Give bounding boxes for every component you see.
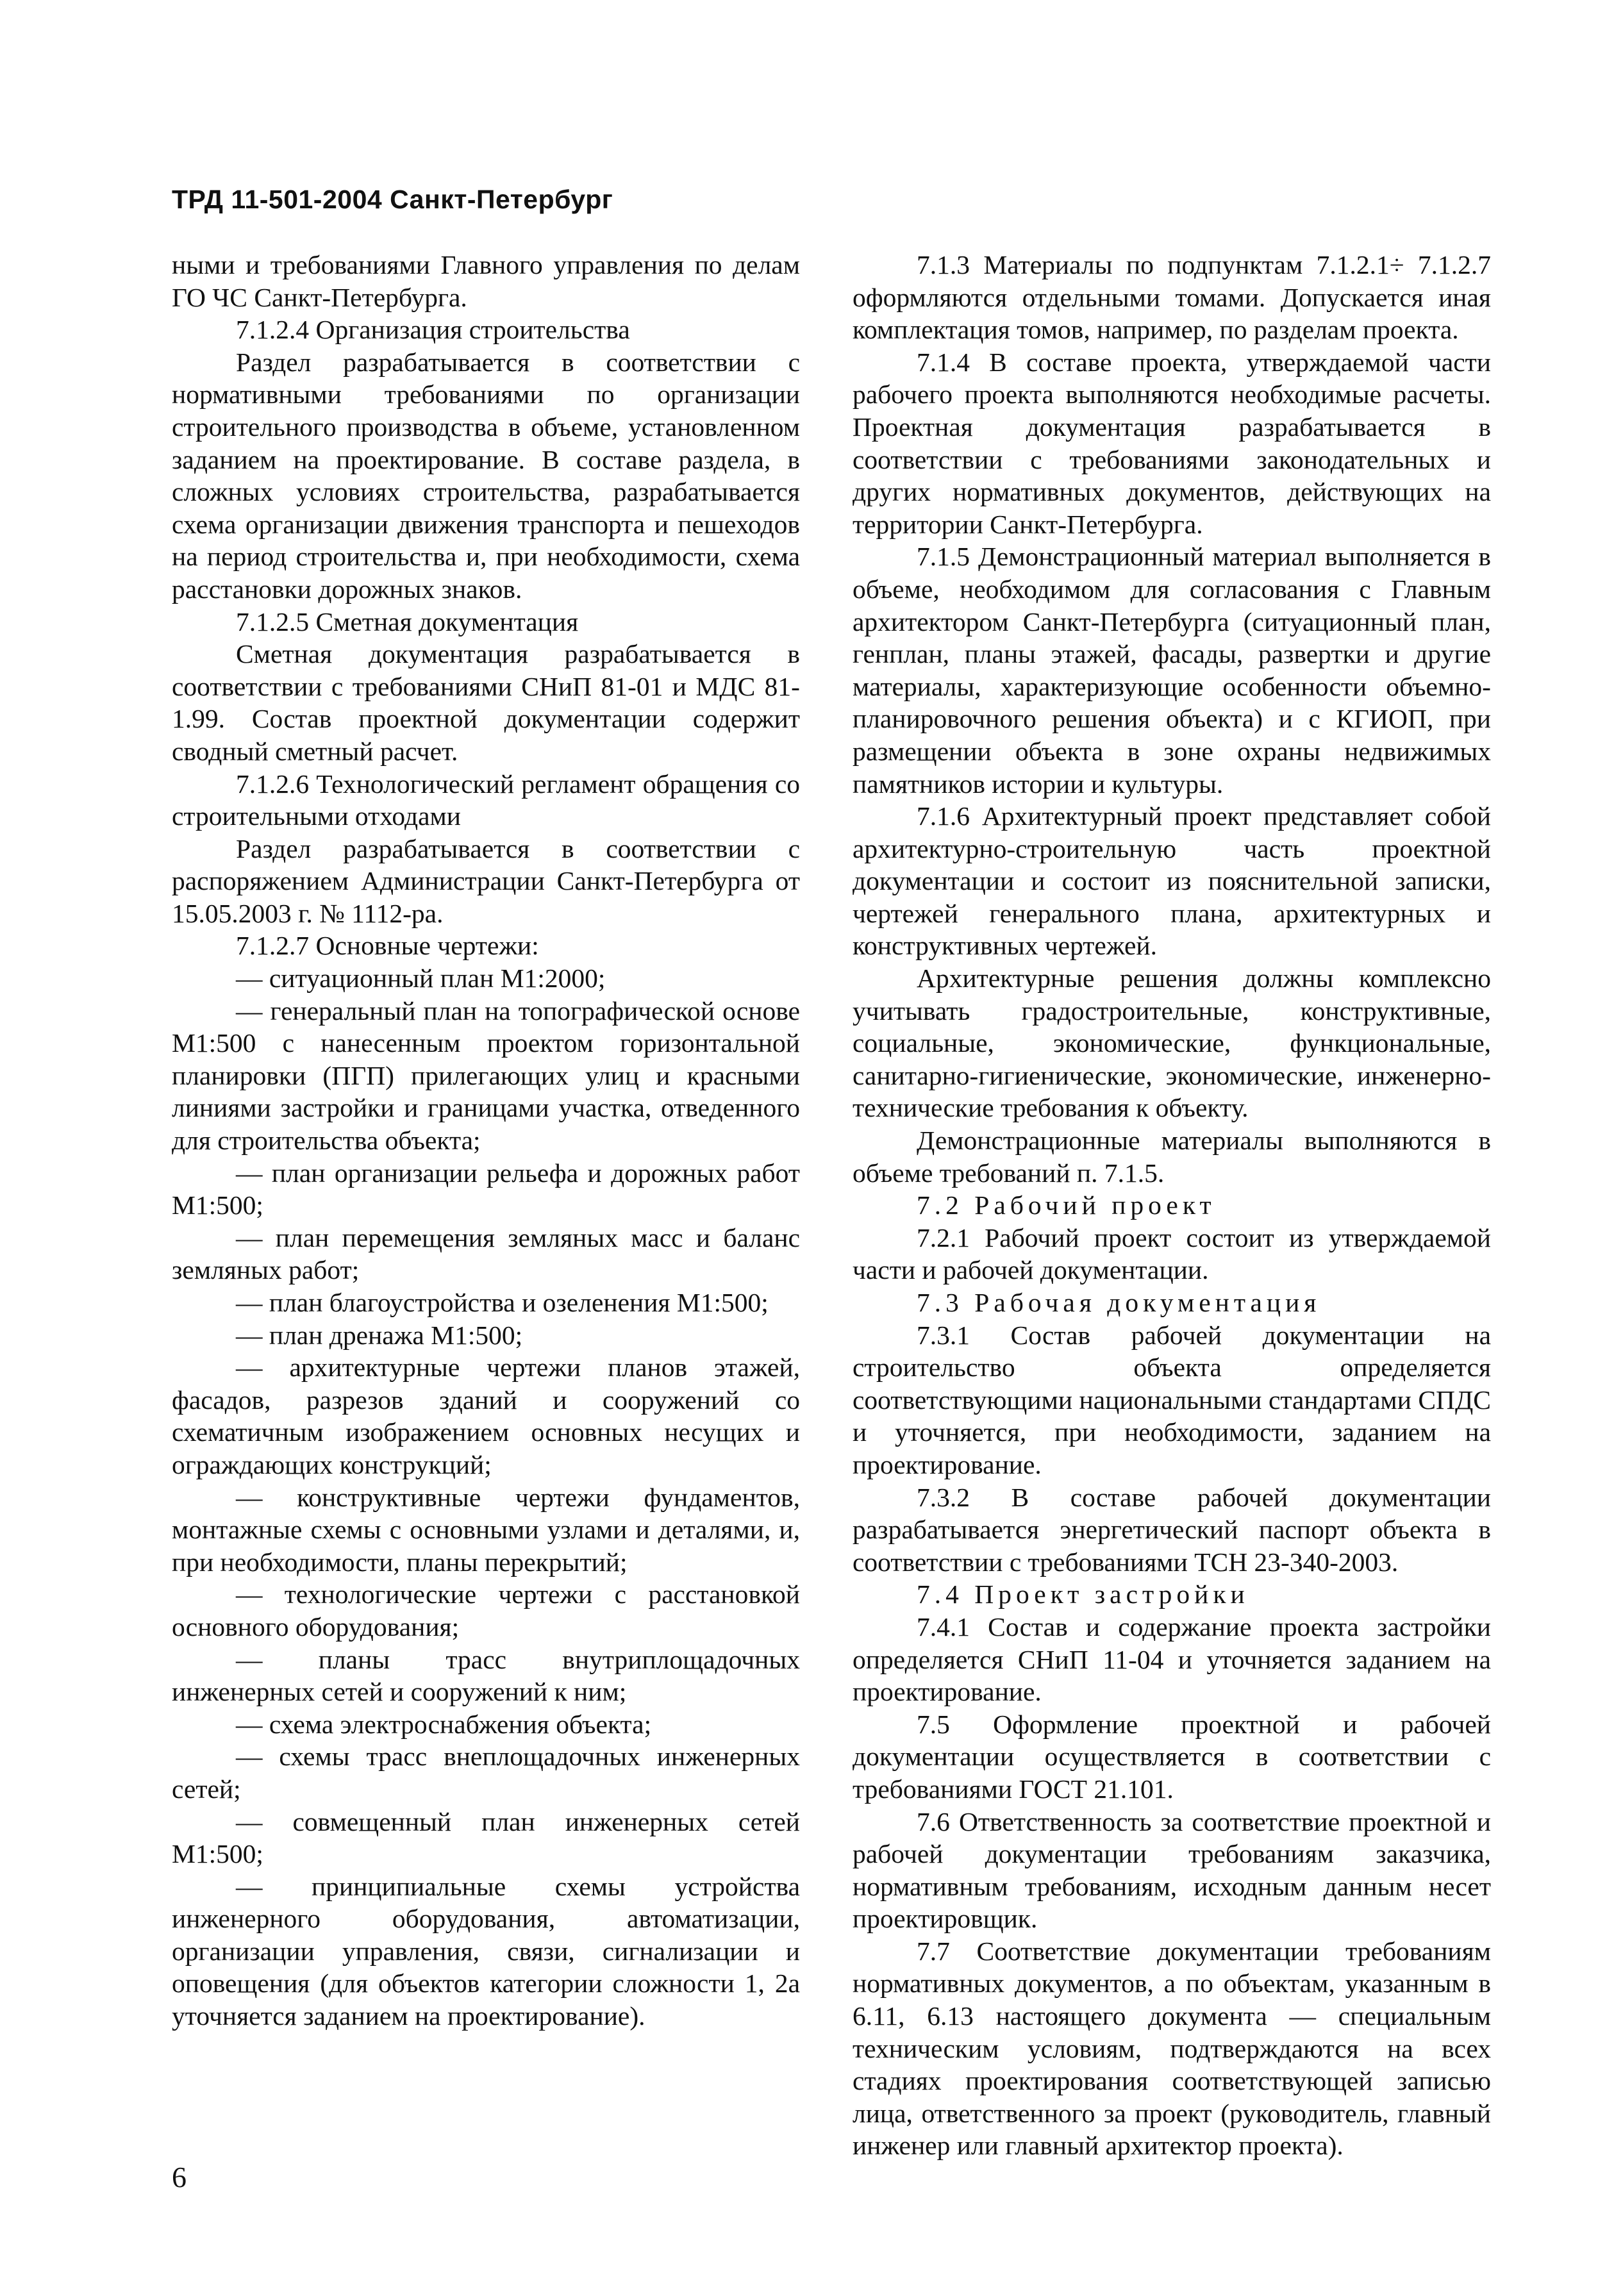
list-item: — план организации рельефа и дорожных работ М1:500; [172,1158,800,1220]
paragraph: 7.1.4 В составе проекта, утверждаемой части рабочего проекта выполняются необходимые расчеты. Проектная документация разрабатывается в соответствии с требованиями законодательных и других нормативных документов, действующих на территории Санкт-Петербурга. [853,347,1491,539]
paragraph: ными и требованиями Главного управления по делам ГО ЧС Санкт-Петербурга. [172,250,800,312]
list-item: — генеральный план на топографической основе М1:500 с нанесенным проектом горизонтальной планировки (ПГП) прилегающих улиц и красными линиями застройки и границами участка, отведенного для строительства объекта; [172,995,800,1156]
paragraph: Архитектурные решения должны комплексно учитывать градостроительные, конструктивные, социальные, экономические, функциональные, санитарно-гигиенические, экономические, инженерно-технические требования к объекту. [853,963,1491,1123]
document-header: ТРД 11-501-2004 Санкт-Петербург [172,185,613,214]
list-item: — план благоустройства и озеленения М1:500; [236,1288,769,1317]
paragraph: 7.1.3 Материалы по подпунктам 7.1.2.1÷ 7.1.2.7 оформляются отдельными томами. Допускается иная комплектация томов, например, по разделам проекта. [853,250,1491,345]
paragraph: Сметная документация разрабатывается в соответствии с требованиями СНиП 81-01 и МДС 81-1.99. Состав проектной документации содержит сводный сметный расчет. [172,639,800,766]
paragraph: 7.5 Оформление проектной и рабочей документации осуществляется в соответствии с требованиями ГОСТ 21.101. [853,1709,1491,1804]
list-item: — совмещенный план инженерных сетей М1:500; [172,1806,800,1869]
list-item: — план дренажа М1:500; [236,1320,523,1350]
right-column [853,249,1491,2162]
paragraph: 7.3.2 В составе рабочей документации разрабатывается энергетический паспорт объекта в соответствии с требованиями ТСН 23-340-2003. [853,1482,1491,1577]
list-item: — схема электроснабжения объекта; [236,1709,652,1739]
list-item: — конструктивные чертежи фундаментов, монтажные схемы с основными узлами и деталями, и, при необходимости, планы перекрытий; [172,1482,800,1577]
list-item: — технологические чертежи с расстановкой основного оборудования; [172,1579,800,1642]
paragraph: 7.7 Соответствие документации требованиям нормативных документов, а по объектам, указанным в 6.11, 6.13 настоящего документа — специальным техническим условиям, подтверждаются на всех стадиях проектирования соответствующей записью лица, ответственного за проект (руководитель, главный инженер или главный архитектор проекта). [853,1936,1491,2161]
list-item: — ситуационный план М1:2000; [236,963,606,994]
list-item: — архитектурные чертежи планов этажей, фасадов, разрезов зданий и сооружений со схематичным изображением основных несущих и ограждающих конструкций; [172,1352,800,1479]
list-item: — планы трасс внутриплощадочных инженерных сетей и сооружений к ним; [172,1644,800,1707]
section-heading: 7.1.2.4 Организация строительства [236,315,630,345]
paragraph: 7.1.6 Архитектурный проект представляет собой архитектурно-строительную часть проектной документации и состоит из пояснительной записки, чертежей генерального плана, архитектурных и конструктивных чертежей. [853,801,1491,961]
paragraph: Раздел разрабатывается в соответствии с распоряжением Администрации Санкт-Петербурга от 15.05.2003 г. № 1112-ра. [172,833,800,928]
section-heading: 7.2 Рабочий проект [917,1190,1216,1220]
section-heading: 7.3 Рабочая документация [917,1288,1321,1317]
section-heading: 7.1.2.5 Сметная документация [236,606,579,636]
section-heading: 7.4 Проект застройки [917,1579,1249,1610]
left-column [172,249,800,2033]
paragraph: 7.1.5 Демонстрационный материал выполняется в объеме, необходимом для согласования с Главным архитектором Санкт-Петербурга (ситуационный план, генплан, планы этажей, фасады, развертки и другие материалы, характеризующие особенности объемно-планировочного решения объекта) и с КГИОП, при размещении объекта в зоне охраны недвижимых памятников истории и культуры. [853,542,1491,799]
paragraph: 7.3.1 Состав рабочей документации на строительство объекта определяется соответствующими национальными стандартами СПДС и уточняется, при необходимости, заданием на проектирование. [853,1320,1491,1479]
list-item: — схемы трасс внеплощадочных инженерных сетей; [172,1742,800,1804]
paragraph: 7.2.1 Рабочий проект состоит из утверждаемой части и рабочей документации. [853,1222,1491,1285]
section-heading: 7.1.2.6 Технологический регламент обращения со строительными отходами [172,769,800,831]
paragraph: Раздел разрабатывается в соответствии с нормативными требованиями по организации строительного производства в объеме, установленном заданием на проектирование. В составе раздела, в сложных условиях строительства, разрабатывается схема организации движения транспорта и пешеходов на период строительства и, при необходимости, схема расстановки дорожных знаков. [172,347,800,604]
list-item: — принципиальные схемы устройства инженерного оборудования, автоматизации, организации управления, связи, сигнализации и оповещения (для объектов категории сложности 1, 2а уточняется заданием на проектирование). [172,1871,800,2031]
page-number: 6 [172,2161,187,2193]
list-item: — план перемещения земляных масс и баланс земляных работ; [172,1222,800,1285]
paragraph: 7.6 Ответственность за соответствие проектной и рабочей документации требованиям заказчика, нормативным требованиям, исходным данным несет проектировщик. [853,1806,1491,1934]
section-heading: 7.1.2.7 Основные чертежи: [236,931,539,961]
paragraph: 7.4.1 Состав и содержание проекта застройки определяется СНиП 11-04 и уточняется заданием на проектирование. [853,1611,1491,1707]
paragraph: Демонстрационные материалы выполняются в объеме требований п. 7.1.5. [853,1126,1491,1188]
